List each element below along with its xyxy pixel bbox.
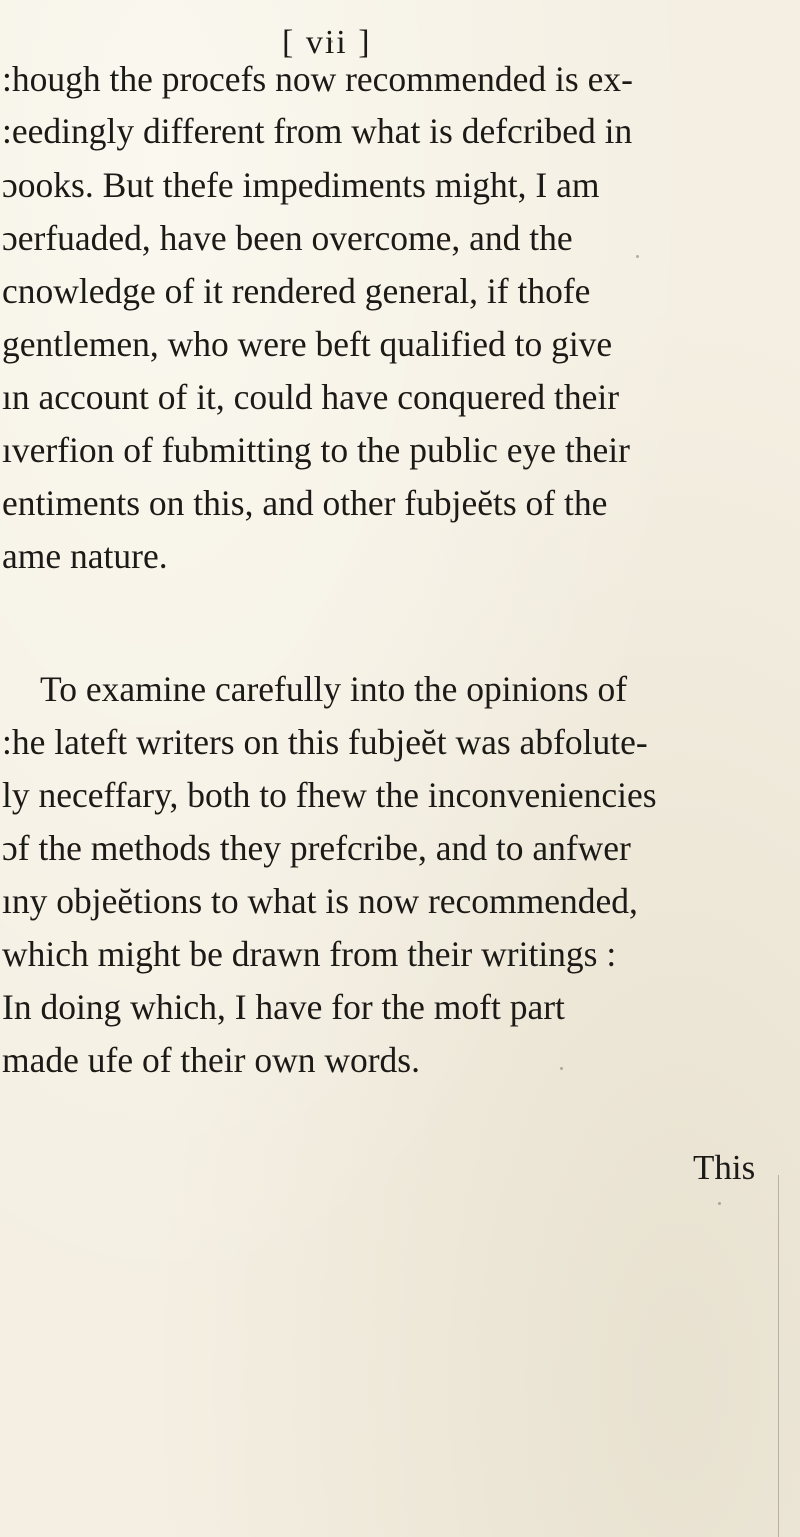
paper-speck — [330, 40, 333, 43]
text-line: cnowledge of it rendered general, if thofe — [2, 271, 591, 311]
text-line: ıverfion of fubmitting to the public eye their — [2, 430, 630, 470]
catchword: This — [693, 1148, 756, 1187]
text-line: In doing which, I have for the moft part — [2, 987, 565, 1027]
text-line: ɔf the methods they prefcribe, and to anfwer — [2, 828, 631, 868]
text-line: :he lateft writers on this fubjeĕt was abfolute- — [2, 722, 648, 762]
paper-speck — [636, 255, 639, 258]
text-line: ame nature. — [2, 536, 168, 576]
paper-speck — [560, 1067, 563, 1070]
text-line: gentlemen, who were beft qualified to give — [2, 324, 613, 364]
text-line: :eedingly different from what is defcribed in — [2, 111, 633, 151]
text-line: which might be drawn from their writings : — [2, 934, 617, 974]
text-line: :hough the procefs now recommended is ex- — [2, 59, 633, 99]
text-line: To examine carefully into the opinions of — [40, 669, 628, 709]
text-line: ıny objeĕtions to what is now recommended, — [2, 881, 638, 921]
text-line: made ufe of their own words. — [2, 1040, 420, 1080]
text-line: ly neceffary, both to fhew the inconveniencies — [2, 775, 657, 815]
page-edge-shadow — [778, 1175, 779, 1537]
text-line: entiments on this, and other fubjeĕts of the — [2, 483, 608, 523]
text-line: ın account of it, could have conquered their — [2, 377, 620, 417]
paper-speck — [718, 1202, 721, 1205]
text-line: ɔerfuaded, have been overcome, and the — [2, 218, 573, 258]
page-number-header: [ vii ] — [282, 24, 372, 61]
text-line: ɔooks. But thefe impediments might, I am — [2, 165, 600, 205]
